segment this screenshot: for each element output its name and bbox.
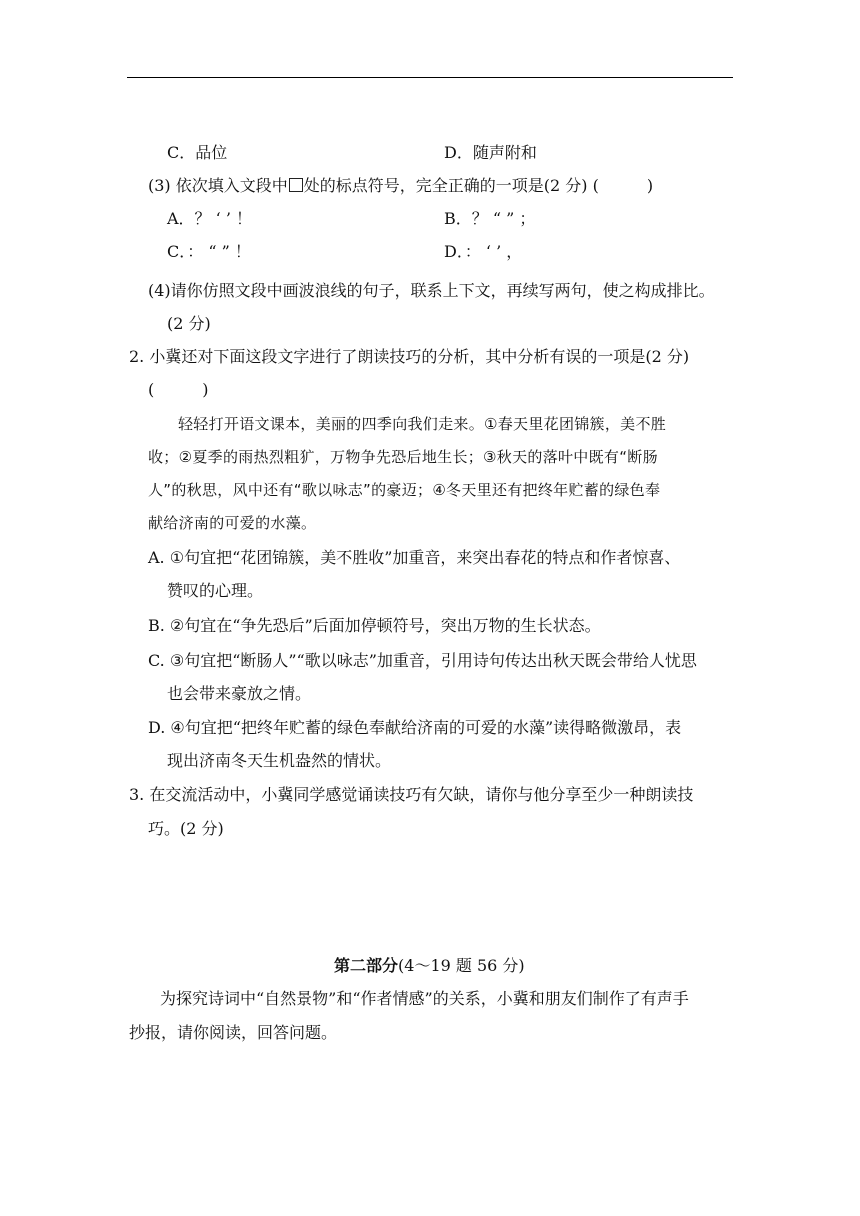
q1-sub4-line2: (2 分) xyxy=(167,314,211,333)
q2-passage-line: 收；②夏季的雨热烈粗犷，万物争先恐后地生长；③秋天的落叶中既有“断肠 xyxy=(148,448,658,466)
q3-line2: 巧。(2 分) xyxy=(148,819,224,838)
q1-sub3-stem-post: 处的标点符号，完全正确的一项是(2 分) ( ) xyxy=(303,176,654,195)
q1-sub3-option-d: D．： ‘ ’ ， xyxy=(444,242,523,261)
part2-intro-line2: 抄报，请你阅读，回答问题。 xyxy=(129,1023,338,1042)
q1-sub3-option-a: A．？ ‘ ’ ！ xyxy=(167,209,252,228)
q1-sub4-line1: (4)请你仿照文段中画波浪线的句子，联系上下文，再续写两句，使之构成排比。 xyxy=(148,281,715,300)
q1-sub3-stem xyxy=(148,175,653,197)
part2-heading-bold: 第二部分 xyxy=(334,956,399,975)
q2-option-a-line2: 赞叹的心理。 xyxy=(167,581,264,600)
q2-stem-line1: 2. 小冀还对下面这段文字进行了朗读技巧的分析，其中分析有误的一项是(2 分) xyxy=(129,347,690,366)
q2-passage-line: 献给济南的可爱的水藻。 xyxy=(148,514,317,532)
q2-option-c-line2: 也会带来豪放之情。 xyxy=(167,684,312,703)
q2-passage-line: 轻轻打开语文课本，美丽的四季向我们走来。①春天里花团锦簇，美不胜 xyxy=(178,415,667,433)
blank-box-icon xyxy=(289,178,303,192)
q2-option-a-line1: A. ①句宜把“花团锦簇，美不胜收”加重音，来突出春花的特点和作者惊喜、 xyxy=(148,548,681,567)
q3-line1: 3. 在交流活动中，小冀同学感觉诵读技巧有欠缺，请你与他分享至少一种朗读技 xyxy=(129,785,694,804)
part2-intro-line1: 为探究诗词中“自然景物”和“作者情感”的关系，小冀和朋友们制作了有声手 xyxy=(160,989,689,1008)
q1-sub3-option-b: B．？ “ ” ； xyxy=(444,209,536,228)
q1-option-c: C．品位 xyxy=(167,143,228,162)
part2-heading-rest: (4～19 题 56 分) xyxy=(398,956,525,975)
q2-option-d-line1: D. ④句宜把“把终年贮蓄的绿色奉献给济南的可爱的水藻”读得略微激昂，表 xyxy=(148,718,682,737)
q2-option-c-line1: C. ③句宜把“断肠人”“歌以咏志”加重音，引用诗句传达出秋天既会带给人忧思 xyxy=(148,651,697,670)
q1-option-d: D．随声附和 xyxy=(444,143,537,162)
q1-sub3-stem-pre: (3) 依次填入文段中 xyxy=(148,176,288,195)
part2-heading xyxy=(334,955,525,977)
q1-sub3-option-c: C．： “ ” ！ xyxy=(167,242,251,261)
q2-option-b-line1: B. ②句宜在“争先恐后”后面加停顿符号，突出万物的生长状态。 xyxy=(148,616,601,635)
q2-stem-line2: ( ) xyxy=(148,380,209,399)
q2-passage-line: 人”的秋思，风中还有“歌以咏志”的豪迈；④冬天里还有把终年贮蓄的绿色奉 xyxy=(148,481,661,499)
header-rule xyxy=(127,77,733,78)
q2-option-d-line2: 现出济南冬天生机盎然的情状。 xyxy=(167,751,392,770)
